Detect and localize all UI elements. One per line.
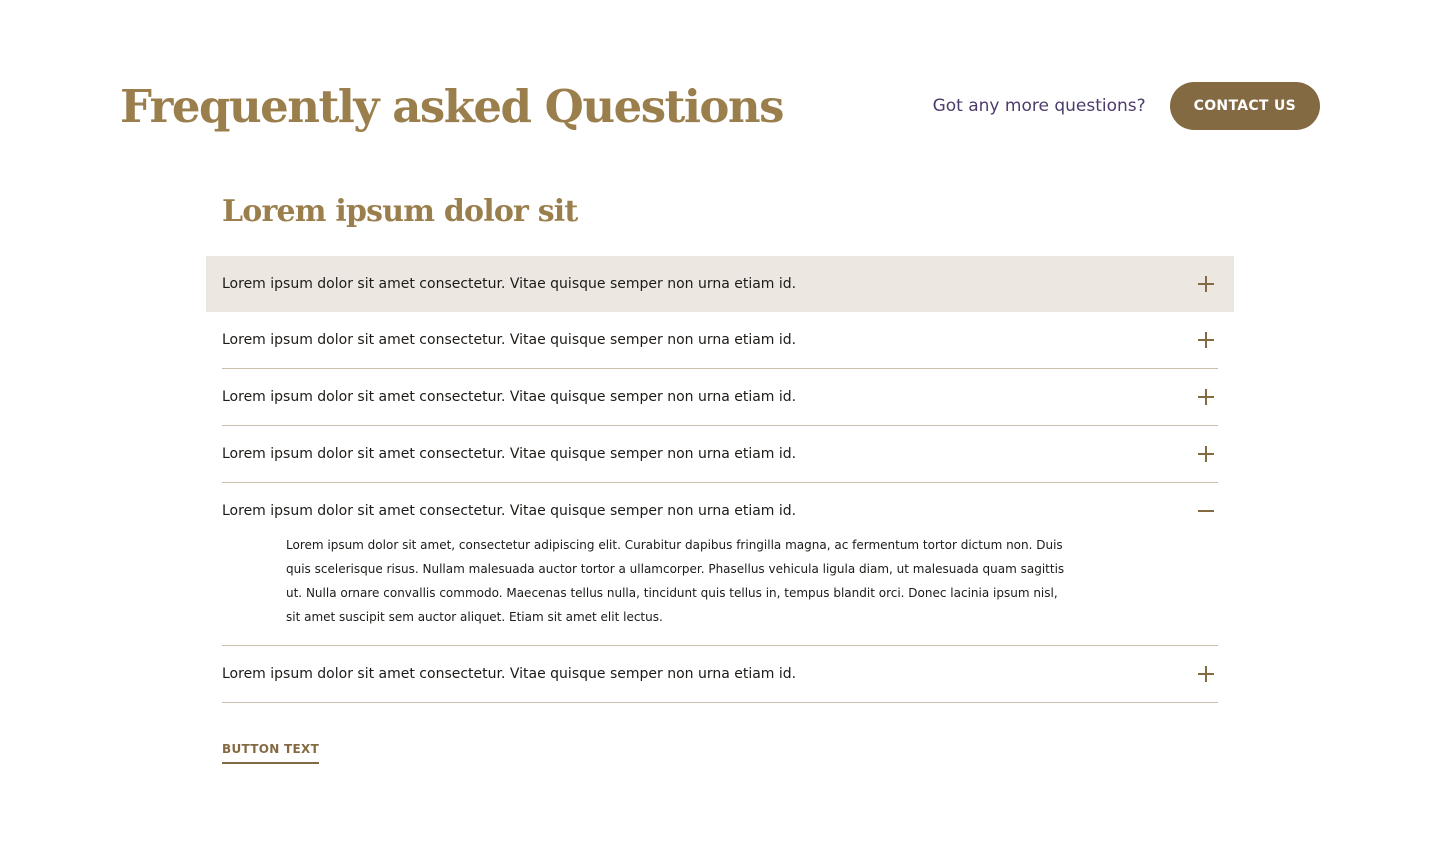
faq-question-text: Lorem ipsum dolor sit amet consectetur. Vitae quisque semper non urna etiam id. [222,446,797,462]
faq-question-text: Lorem ipsum dolor sit amet consectetur. Vitae quisque semper non urna etiam id. [222,666,797,682]
faq-item [222,312,1218,369]
plus-icon[interactable] [1194,385,1218,409]
faq-item [206,256,1234,312]
more-questions-text: Got any more questions? [932,96,1146,116]
faq-question-toggle[interactable] [222,646,1218,702]
faq-item [222,426,1218,483]
plus-icon[interactable] [1194,328,1218,352]
plus-icon[interactable] [1194,442,1218,466]
section-title: Lorem ipsum dolor sit [222,194,578,229]
page-header [120,70,1320,142]
faq-item-expanded [222,483,1218,646]
plus-icon[interactable] [1194,272,1218,296]
faq-question-text: Lorem ipsum dolor sit amet consectetur. Vitae quisque semper non urna etiam id. [222,332,797,348]
faq-question-toggle[interactable] [222,483,1218,539]
faq-question-toggle[interactable] [222,426,1218,482]
faq-answer-text: Lorem ipsum dolor sit amet, consectetur adipiscing elit. Curabitur dapibus fringilla magna, ac fermentum tortor dictum non. Duis quis scelerisque risus. Nullam malesuada auctor tortor a ullamcorper. Phasellus vehicula ligula diam, ut malesuada quam sagittis ut. Nulla ornare convallis commodo. Maecenas tellus nulla, tincidunt quis tellus in, tempus blandit orci. Donec lacinia ipsum nisl, sit amet suscipit sem auctor aliquet. Etiam sit amet elit lectus. [286,538,1065,624]
faq-question-toggle[interactable] [222,312,1218,368]
faq-question-text: Lorem ipsum dolor sit amet consectetur. Vitae quisque semper non urna etiam id. [222,503,797,519]
faq-question-text: Lorem ipsum dolor sit amet consectetur. Vitae quisque semper non urna etiam id. [222,276,797,292]
faq-item [222,369,1218,426]
minus-icon[interactable] [1194,499,1218,523]
page-title: Frequently asked Questions [120,79,783,133]
plus-icon[interactable] [1194,662,1218,686]
faq-item [222,646,1218,703]
faq-question-toggle[interactable] [222,256,1218,312]
faq-list [222,256,1218,703]
faq-section [222,192,1218,764]
contact-us-button[interactable]: CONTACT US [1170,82,1320,130]
text-link-button[interactable]: BUTTON TEXT [222,741,319,764]
header-contact-area [933,82,1320,130]
faq-answer [222,533,1218,645]
faq-question-text: Lorem ipsum dolor sit amet consectetur. Vitae quisque semper non urna etiam id. [222,389,797,405]
faq-question-toggle[interactable] [222,369,1218,425]
